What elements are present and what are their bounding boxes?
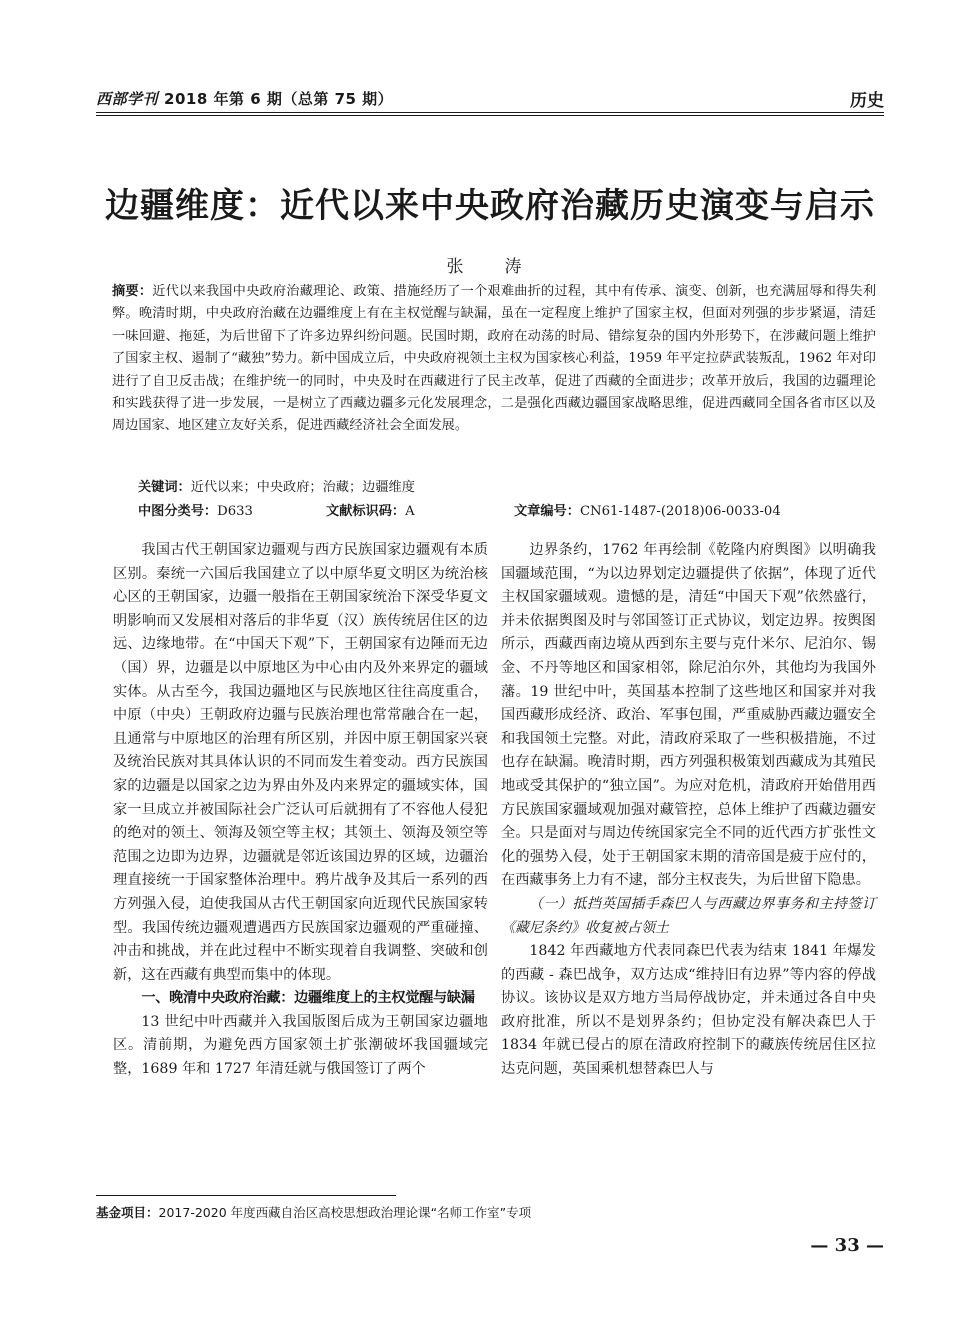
section-label: 历史 <box>850 91 884 111</box>
footnote <box>96 1203 531 1221</box>
subsection-heading: （一）抵挡英国插手森巴人与西藏边界事务和主持签订《藏尼条约》收复被占领土 <box>501 895 876 936</box>
body-paragraph: 13 世纪中叶西藏并入我国版图后成为王朝国家边疆地区。清前期，为避免西方国家领土扩张潮破坏我国疆域完整，1689 年和 1727 年清廷就与俄国签订了两个 <box>113 1013 488 1078</box>
footnote-text: 2017-2020 年度西藏自治区高校思想政治理论课“名师工作室”专项 <box>158 1205 532 1220</box>
journal-header <box>96 88 393 109</box>
section-heading: 一、晚清中央政府治藏：边疆维度上的主权觉醒与缺漏 <box>141 990 475 1007</box>
author: 张 涛 <box>446 257 534 277</box>
keywords-text: 近代以来；中央政府；治藏；边疆维度 <box>190 480 415 495</box>
body-paragraph: 我国古代王朝国家边疆观与西方民族国家边疆观有本质区别。秦统一六国后我国建立了以中原华夏文明区为统治核心区的王朝国家，边疆一般指在王朝国家统治下深受华夏文明影响而又发展相对落后的非华夏（汉）族传统居住区的边远、边缘地带。在“中国天下观”下，王朝国家有边陲而无边（国）界，边疆是以中原地区为中心由内及外来界定的疆域实体。从古至今，我国边疆地区与民族地区往往高度重合，中原（中央）王朝政府边疆与民族治理也常常融合在一起，且通常与中原地区的治理有所区别，并因中原王朝国家兴衰及统治民族对其具体认识的不同而发生着变动。西方民族国家的边疆是以国家之边为界由外及内来界定的疆域实体，国家一旦成立并被国际社会广泛认可后就拥有了不容他人侵犯的绝对的领土、领海及领空等主权；其领土、领海及领空等范围之边即为边界，边疆就是邻近该国边界的区域，边疆治理直接统一于国家整体治理中。鸦片战争及其后一系列的西方列强入侵，迫使我国从古代王朝国家向近现代民族国家转型。我国传统边疆观遭遇西方民族国家边疆观的严重碰撞、冲击和挑战，并在此过程中不断实现着自我调整、突破和创新，这在西藏有典型而集中的体现。 <box>113 542 488 983</box>
doc-code-value: A <box>405 504 415 519</box>
footnote-label: 基金项目： <box>96 1205 159 1220</box>
article-number-value: CN61-1487-(2018)06-0033-04 <box>579 504 781 519</box>
clc-group <box>138 500 253 519</box>
right-column <box>501 539 876 1082</box>
keywords <box>138 476 415 495</box>
article-number-group <box>514 500 781 519</box>
header-rule <box>96 112 884 113</box>
doc-code-group <box>326 500 415 519</box>
left-column <box>113 539 488 1082</box>
page-number: — 33 — <box>810 1235 884 1256</box>
classification-line <box>138 500 858 520</box>
clc-value: D633 <box>217 504 253 519</box>
article-title: 边疆维度：近代以来中央政府治藏历史演变与启示 <box>105 186 875 226</box>
abstract-label: 摘要： <box>112 284 153 299</box>
abstract <box>112 281 876 438</box>
body-paragraph: 1842 年西藏地方代表同森巴代表为结束 1841 年爆发的西藏 - 森巴战争，双方达成“维持旧有边界”等内容的停战协议。该协议是双方地方当局停战协定，并未通过各自中央政府批准，所以不是划界条约；但协定没有解决森巴人于 1834 年就已侵占的原在清政府控制下的藏族传统居住区拉达克问题，英国乘机想替森巴人与 <box>501 943 876 1078</box>
running-header <box>96 86 884 112</box>
abstract-text: 近代以来我国中央政府治藏理论、政策、措施经历了一个艰难曲折的过程，其中有传承、演变、创新，也充满屈辱和得失利弊。晚清时期，中央政府治藏在边疆维度上有在主权觉醒与缺漏，虽在一定程度上维护了国家主权，但面对列强的步步紧逼，清廷一味回避、拖延，为后世留下了许多边界纠纷问题。民国时期，政府在动荡的时局、错综复杂的国内外形势下，在涉藏问题上维护了国家主权、遏制了“藏独”势力。新中国成立后，中央政府视领土主权为国家核心利益，1959 年平定拉萨武装叛乱，1962 年对印进行了自卫反击战；在维护统一的同时，中央及时在西藏进行了民主改革，促进了西藏的全面进步；改革开放后，我国的边疆理论和实践获得了进一步发展，一是树立了西藏边疆多元化发展理念，二是强化西藏边疆国家战略思维，促进西藏同全国各省市区以及周边国家、地区建立友好关系，促进西藏经济社会全面发展。 <box>112 284 877 434</box>
journal-name: 西部学刊 <box>96 90 159 108</box>
keywords-label: 关键词： <box>138 480 191 495</box>
doc-code-label: 文献标识码： <box>326 504 406 519</box>
footnote-rule <box>96 1195 396 1196</box>
clc-label: 中图分类号： <box>138 504 218 519</box>
header-rule-thin <box>96 115 884 116</box>
article-number-label: 文章编号： <box>514 504 580 519</box>
issue-info: 2018 年第 6 期（总第 75 期） <box>164 90 394 108</box>
body-paragraph: 边界条约，1762 年再绘制《乾隆内府舆图》以明确我国疆域范围，“为以边界划定边疆提供了依据”，体现了近代主权国家疆域观。遗憾的是，清廷“中国天下观”依然盛行，并未依据舆图及时与邻国签订正式协议，划定边界。按舆图所示，西藏西南边境从西到东主要与克什米尔、尼泊尔、锡金、不丹等地区和国家相邻，除尼泊尔外，其他均为我国外藩。19 世纪中叶，英国基本控制了这些地区和国家并对我国西藏形成经济、政治、军事包围，严重威胁西藏边疆安全和我国领土完整。对此，清政府采取了一些积极措施，不过也存在缺漏。晚清时期，西方列强积极策划西藏成为其殖民地或受其保护的“独立国”。为应对危机，清政府开始借用西方民族国家疆域观加强对藏管控，总体上维护了西藏边疆安全。只是面对与周边传统国家完全不同的近代西方扩张性文化的强势入侵，处于王朝国家末期的清帝国是疲于应付的，在西藏事务上力有不逮，部分主权丧失，为后世留下隐患。 <box>501 542 876 889</box>
